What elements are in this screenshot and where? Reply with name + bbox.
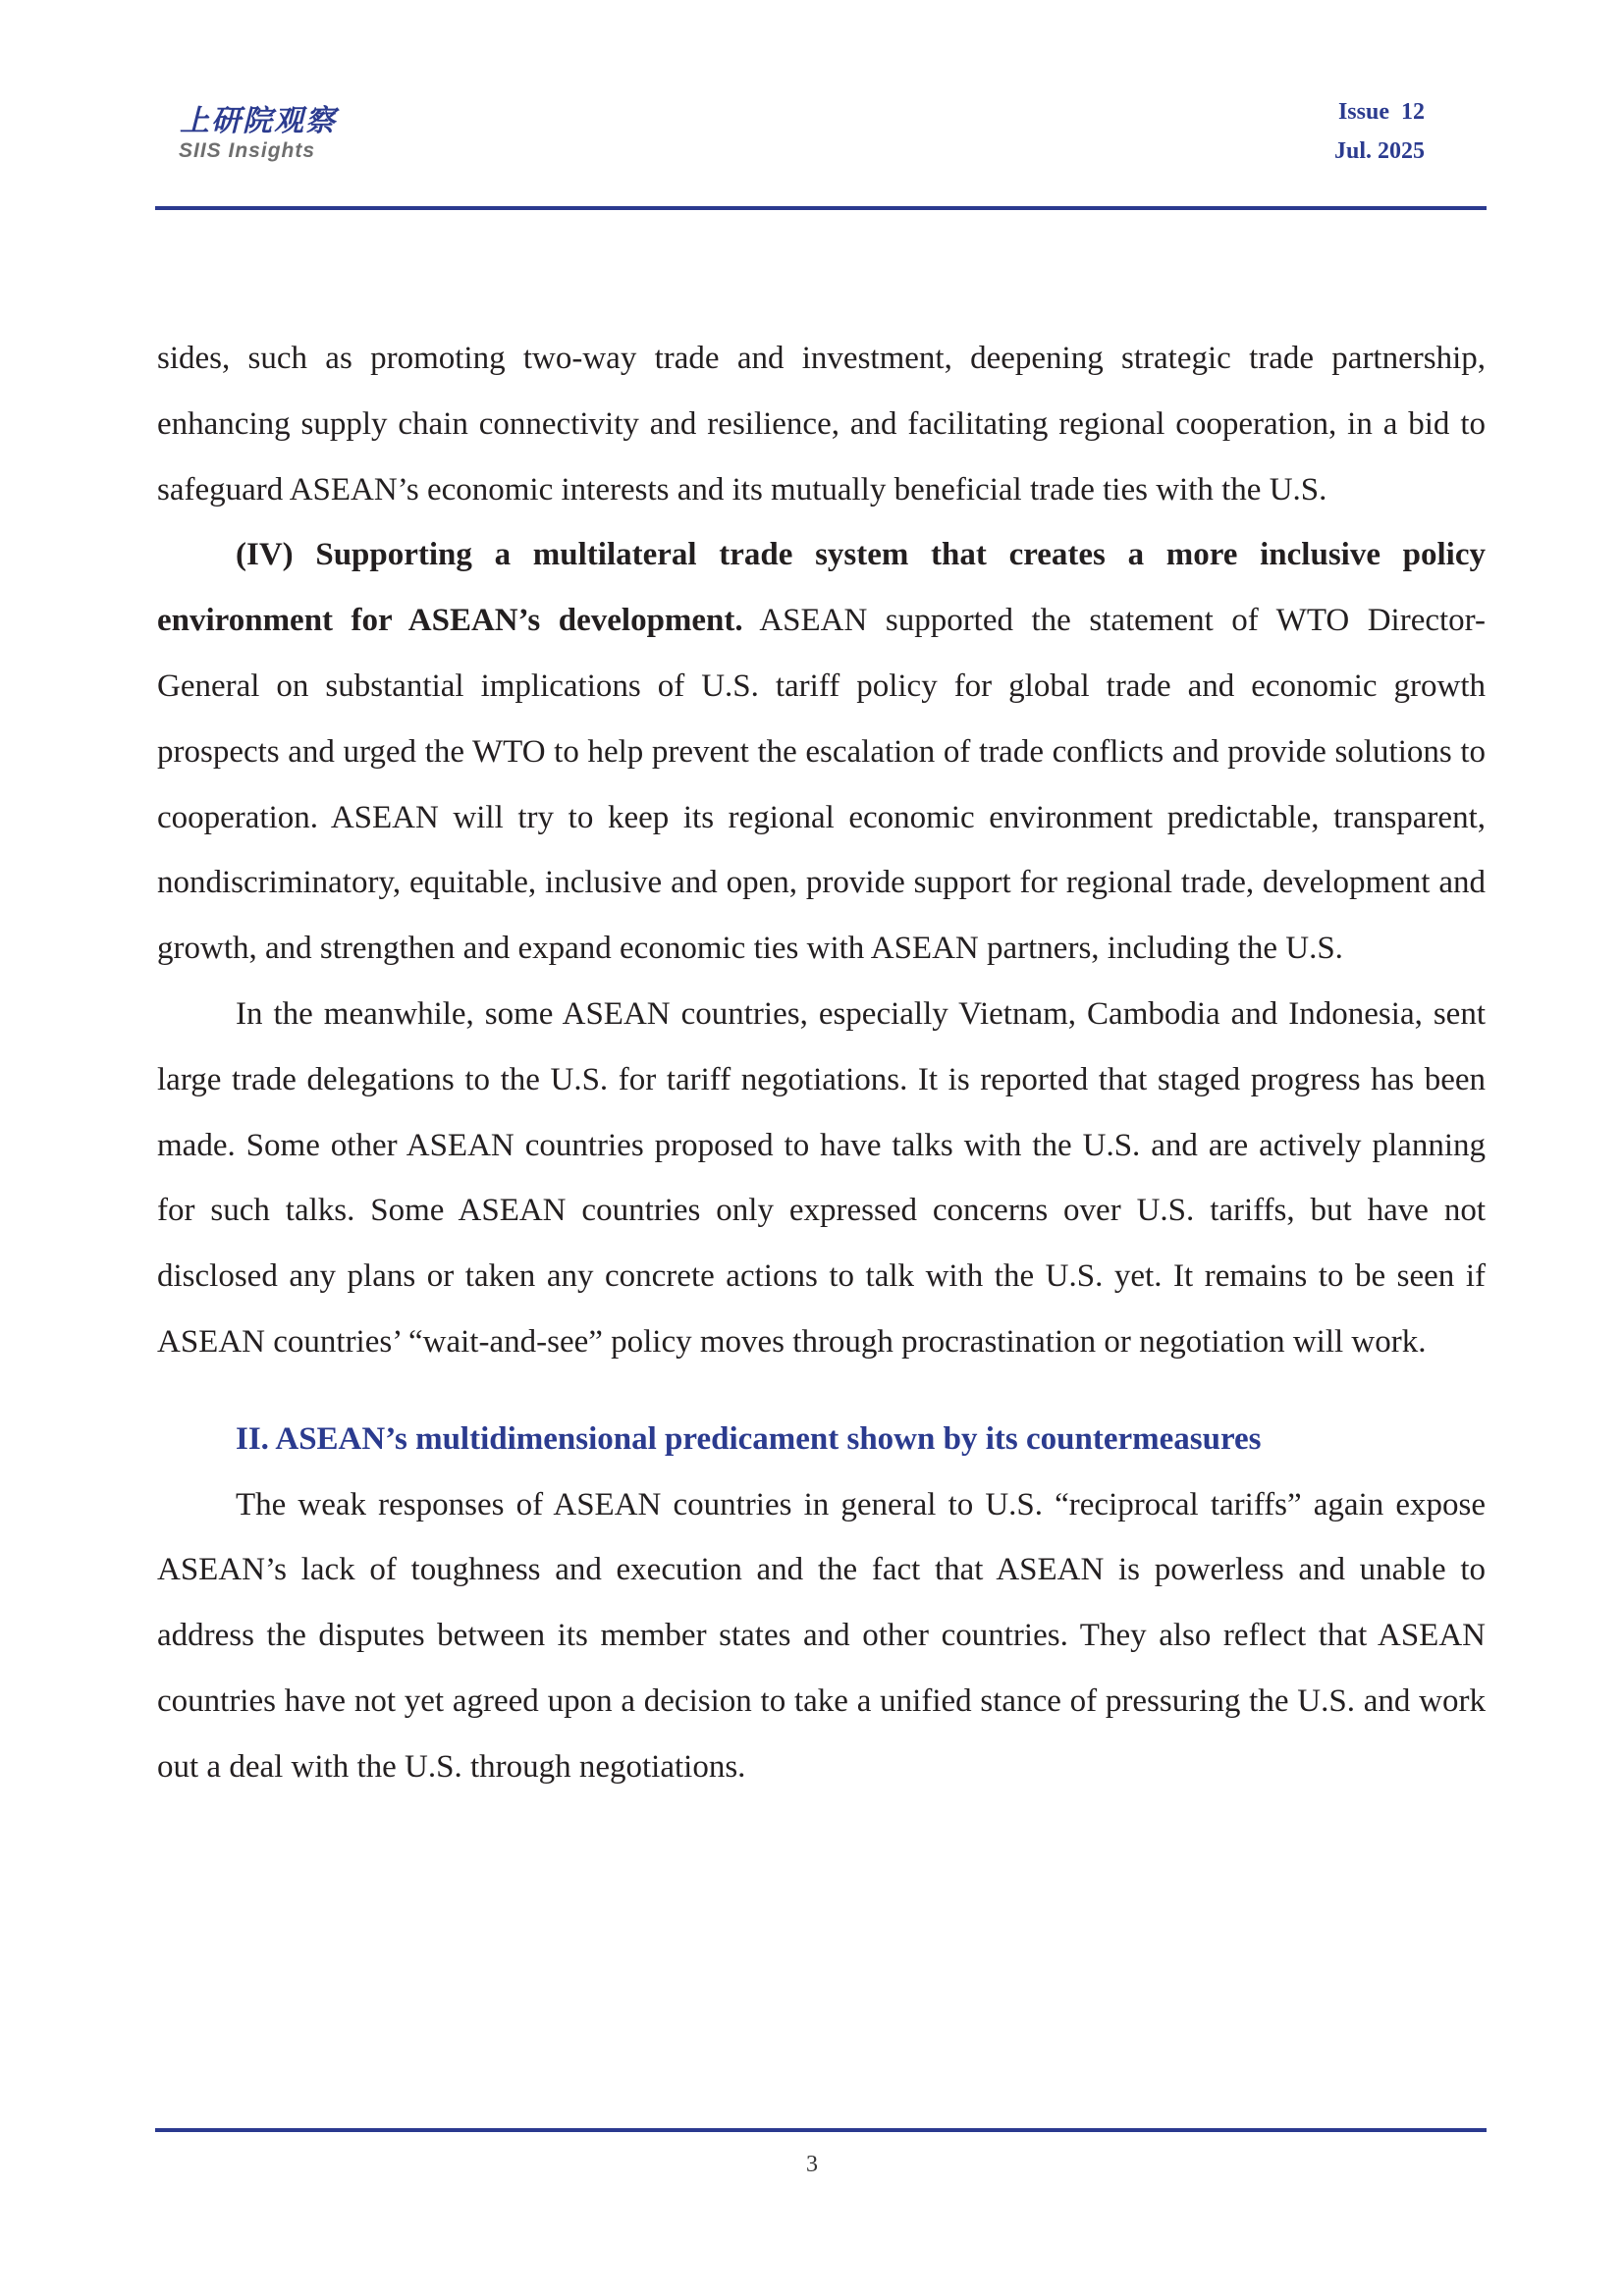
point-iv-heading: (IV) Supporting a multilateral trade system that creates a more inclusive policy environment for ASEAN’s development.: [157, 537, 1486, 639]
logo-chinese: 上研院观察: [180, 104, 337, 138]
header-divider: [155, 206, 1487, 210]
point-iv-text: ASEAN supported the statement of WTO Director-General on substantial implications of U.S. tariff policy for global trade and economic growth prospects and urged the WTO to help prevent the escalation of trade conflicts and provide solutions to cooperation. ASEAN will try to keep its regional economic environment predictable, transparent, nondiscriminatory, equitable, inclusive and open, provide support for regional trade, development and growth, and strengthen and expand economic ties with ASEAN partners, including the U.S.: [157, 603, 1486, 967]
logo-english: SIIS Insights: [179, 139, 316, 162]
page-number: 3: [806, 2152, 818, 2177]
paragraph-point-iv: [157, 522, 1486, 982]
paragraph-meanwhile: In the meanwhile, some ASEAN countries, especially Vietnam, Cambodia and Indonesia, sent large trade delegations to the U.S. for tariff negotiations. It is reported that staged progress has been made. Some other ASEAN countries proposed to have talks with the U.S. and are actively planning for such talks. Some ASEAN countries only expressed concerns over U.S. tariffs, but have not disclosed any plans or taken any concrete actions to talk with the U.S. yet. It remains to be seen if ASEAN countries’ “wait-and-see” policy moves through procrastination or negotiation will work.: [157, 995, 1486, 1360]
article-body: [157, 326, 1486, 1800]
paragraph-continued: sides, such as promoting two-way trade and investment, deepening strategic trade partnership, enhancing supply chain connectivity and resilience, and facilitating regional cooperation, in a bid to safeguard ASEAN’s economic interests and its mutually beneficial trade ties with the U.S.: [157, 341, 1486, 507]
section-heading: II. ASEAN’s multidimensional predicament shown by its countermeasures: [236, 1420, 1262, 1457]
issue-number: Issue 12: [1337, 99, 1425, 125]
footer-divider: [155, 2128, 1487, 2132]
paragraph-weak-responses: The weak responses of ASEAN countries in general to U.S. “reciprocal tariffs” again expose ASEAN’s lack of toughness and execution and the fact that ASEAN is powerless and unable to address the disputes between its member states and other countries. They also reflect that ASEAN countries have not yet agreed upon a decision to take a unified stance of pressuring the U.S. and work out a deal with the U.S. through negotiations.: [157, 1486, 1486, 1785]
issue-date: Jul. 2025: [1333, 138, 1425, 164]
